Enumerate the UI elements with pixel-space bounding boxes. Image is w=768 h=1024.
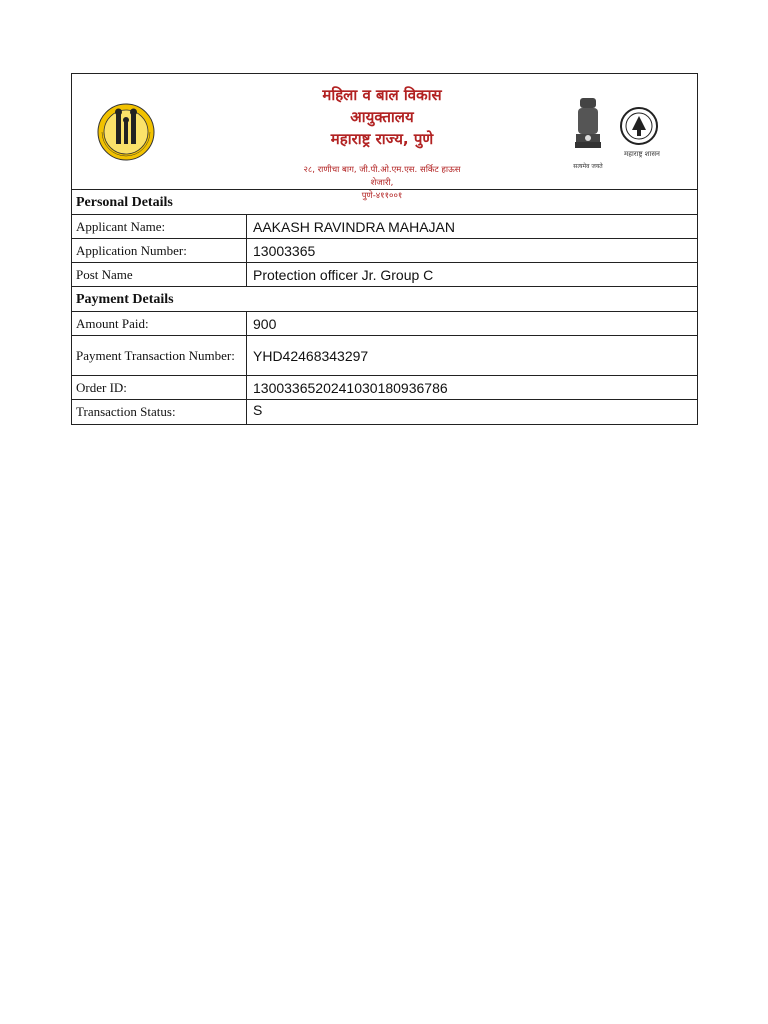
transaction-status-label: Transaction Status: xyxy=(72,400,247,424)
post-name-label: Post Name xyxy=(72,263,247,286)
applicant-name-label: Applicant Name: xyxy=(72,215,247,238)
transaction-status-value: S xyxy=(253,402,263,418)
office-title-block xyxy=(302,84,462,203)
applicant-name-row xyxy=(72,215,697,239)
amount-paid-label: Amount Paid: xyxy=(72,312,247,335)
women-child-development-logo xyxy=(96,82,156,182)
application-number-value: 13003365 xyxy=(253,242,316,259)
amount-paid-value: 900 xyxy=(253,315,277,332)
national-emblem-caption: सत्यमेव जयते xyxy=(573,163,603,170)
transaction-status-row xyxy=(72,400,697,424)
office-state: महाराष्ट्र राज्य, पुणे xyxy=(330,130,434,148)
post-name-row xyxy=(72,263,697,287)
order-id-label: Order ID: xyxy=(72,376,247,399)
transaction-number-row xyxy=(72,336,697,376)
order-id-row xyxy=(72,376,697,400)
application-number-label: Application Number: xyxy=(72,239,247,262)
receipt-table xyxy=(71,73,698,425)
receipt-header xyxy=(72,74,697,201)
post-name-value: Protection officer Jr. Group C xyxy=(253,266,434,283)
office-title: महिला व बाल विकास आयुक्तालय xyxy=(322,86,442,126)
state-emblem-caption: महाराष्ट्र शासन xyxy=(624,150,660,158)
transaction-number-value: YHD42468343297 xyxy=(253,347,369,364)
office-pincode: पुणे-४११००१ xyxy=(361,191,403,201)
payment-details-heading: Payment Details xyxy=(72,287,697,312)
amount-paid-row xyxy=(72,312,697,336)
office-address: २८, राणीचा बाग, जी.पी.ओ.एम.एस. सर्किट हाऊस शेजारी, xyxy=(303,165,461,188)
application-number-row xyxy=(72,239,697,263)
order-id-value: 1300336520241030180936786 xyxy=(253,379,448,396)
national-emblem-icon xyxy=(572,94,604,172)
transaction-number-label: Payment Transaction Number: xyxy=(72,336,247,375)
personal-details-heading: Personal Details xyxy=(72,190,697,215)
applicant-name-value: AAKASH RAVINDRA MAHAJAN xyxy=(253,218,456,235)
